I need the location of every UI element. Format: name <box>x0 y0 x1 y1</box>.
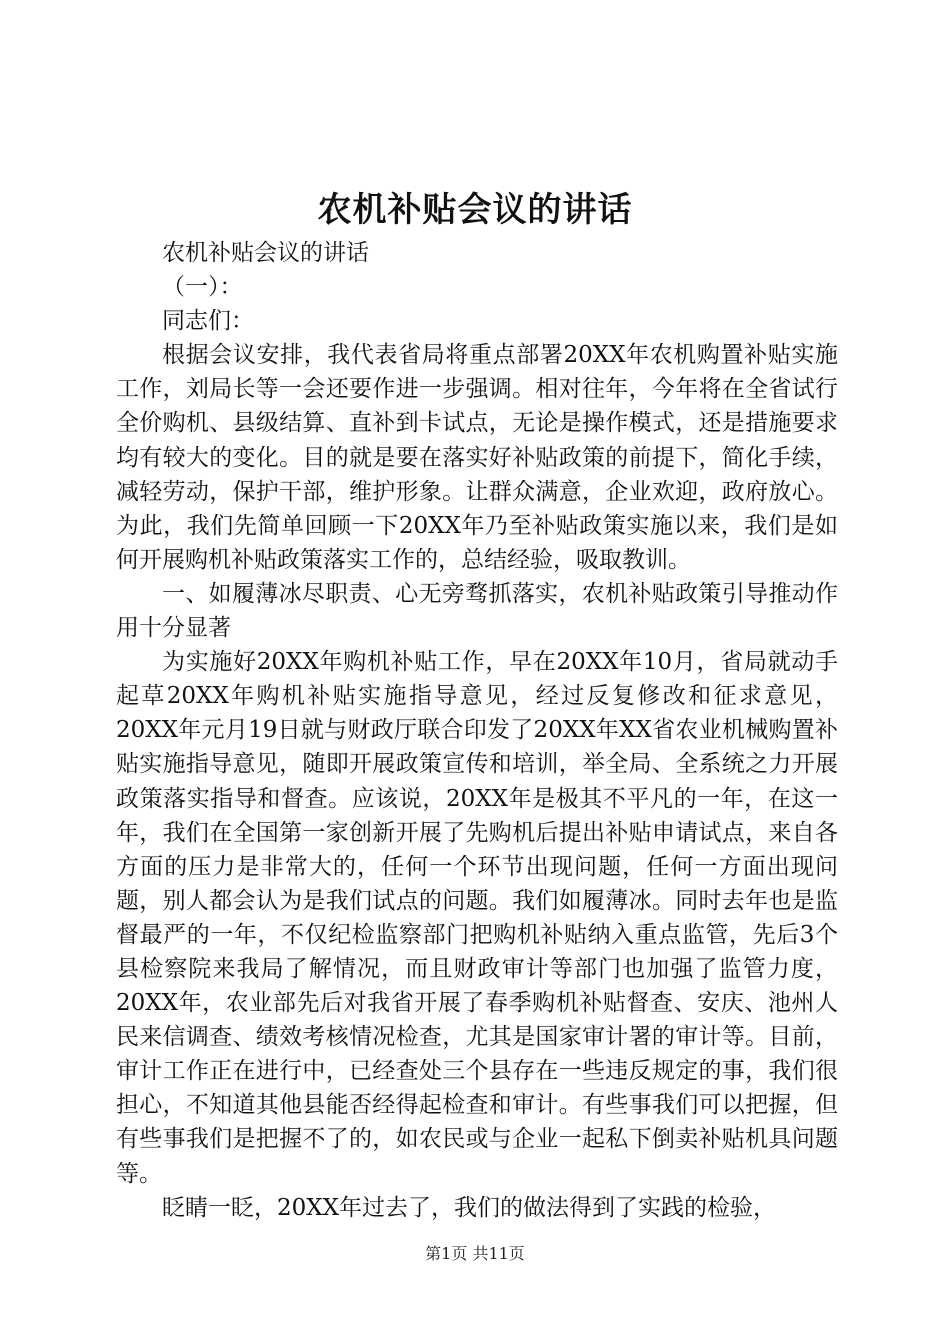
paragraph-section-number: （一）： <box>162 274 243 301</box>
document-body <box>116 236 838 1225</box>
paragraph-subtitle: 农机补贴会议的讲话 <box>162 240 369 266</box>
document-title: 农机补贴会议的讲话 <box>317 190 633 230</box>
page-footer: 第1页 共11页 <box>425 1244 525 1263</box>
paragraph-continuation: 眨睛一眨，20XX年过去了，我们的做法得到了实践的检验， <box>162 1194 777 1221</box>
paragraph-body: 为实施好20XX年购机补贴工作，早在20XX年10月，省局就动手起草20XX年购机补贴实施指导意见，经过反复修改和征求意见，20XX年元月19日就与财政厅联合印发了20XX年XX省农业机械购置补贴实施指导意见，随即开展政策宣传和培训，举全局、全系统之力开展政策落实指导和督查。应该说，20XX年是极其不平凡的一年，在这一年，我们在全国第一家创新开展了先购机后提出补贴申请试点，来自各方面的压力是非常大的，任何一个环节出现问题，任何一方面出现问题，别人都会认为是我们试点的问题。我们如履薄冰。同时去年也是监督最严的一年，不仅纪检监察部门把购机补贴纳入重点监管，先后3个县检察院来我局了解情况，而且财政审计等部门也加强了监管力度，20XX年，农业部先后对我省开展了春季购机补贴督查、安庆、池州人民来信调查、绩效考核情况检查，尤其是国家审计署的审计等。目前，审计工作正在进行中，已经查处三个县存在一些违反规定的事，我们很担心，不知道其他县能否经得起检查和审计。有些事我们可以把握，但有些事我们是把握不了的，如农民或与企业一起私下倒卖补贴机具问题等。 <box>116 649 838 1187</box>
paragraph-salutation: 同志们： <box>162 308 254 335</box>
paragraph-heading-one: 一、如履薄冰尽职责、心无旁骛抓落实，农机补贴政策引导推动作用十分显著 <box>116 580 838 642</box>
paragraph-intro: 根据会议安排，我代表省局将重点部署20XX年农机购置补贴实施工作，刘局长等一会还要作进一步强调。相对往年，今年将在全省试行全价购机、县级结算、直补到卡试点，无论是操作模式，还是措施要求均有较大的变化。目的就是要在落实好补贴政策的前提下，简化手续，减轻劳动，保护干部，维护形象。让群众满意，企业欢迎，政府放心。为此，我们先简单回顾一下20XX年乃至补贴政策实施以来，我们是如何开展购机补贴政策落实工作的，总结经验，吸取教训。 <box>116 342 838 573</box>
